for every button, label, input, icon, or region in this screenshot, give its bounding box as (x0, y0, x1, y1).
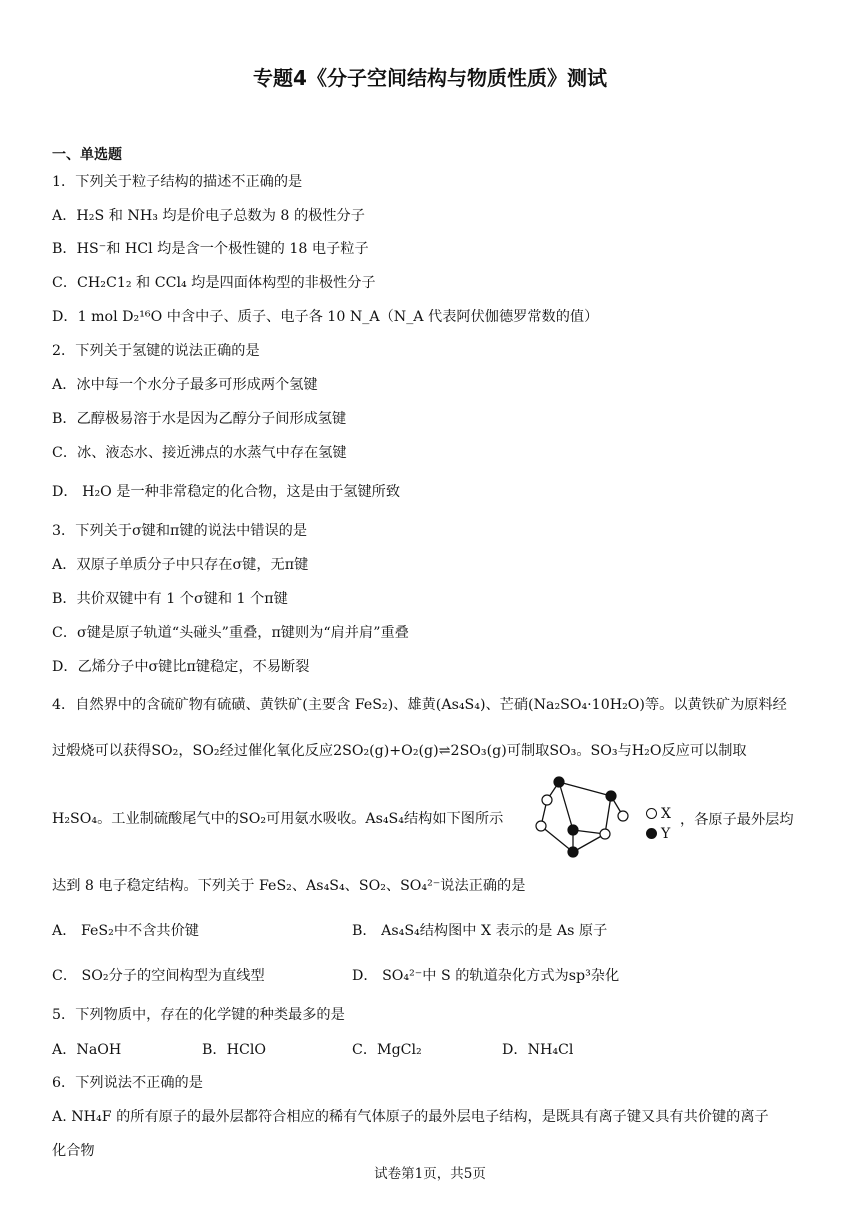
question-4-option-a: A． FeS₂中不含共价键 (52, 923, 199, 939)
question-4-stem-line-3: H₂SO₄。工业制硫酸尾气中的SO₂可用氨水吸收。As₄S₄结构如下图所示 (52, 811, 504, 827)
question-5-option-b: B．HClO (202, 1042, 267, 1058)
question-2-stem: 2．下列关于氢键的说法正确的是 (52, 343, 260, 359)
filled-circle-icon (646, 828, 657, 839)
question-4-stem-line-3-tail: ，各原子最外层均 (680, 812, 794, 828)
legend-item-y (646, 824, 671, 844)
question-4-stem-line-2: 过煅烧可以获得SO₂，SO₂经过催化氧化反应2SO₂(g)+O₂(g)⇌2SO₃(g)可制取SO₃。SO₃与H₂O反应可以制取 (52, 743, 747, 759)
question-4-option-d: D． SO₄²⁻中 S 的轨道杂化方式为sp³杂化 (352, 968, 620, 984)
open-circle-icon (646, 808, 657, 819)
question-4-option-c: C． SO₂分子的空间构型为直线型 (52, 968, 265, 984)
question-1-option-a: A．H₂S 和 NH₃ 均是价电子总数为 8 的极性分子 (52, 208, 365, 224)
question-2-option-a: A．冰中每一个水分子最多可形成两个氢键 (52, 377, 318, 393)
as4s4-atom-y (568, 825, 578, 835)
as4s4-atom-x (542, 795, 552, 805)
question-5-option-a: A．NaOH (52, 1042, 122, 1058)
question-5-option-d: D．NH₄Cl (502, 1042, 574, 1058)
question-3-option-c: C．σ键是原子轨道“头碰头”重叠，π键则为“肩并肩”重叠 (52, 625, 409, 641)
legend-label-y: Y (661, 826, 671, 842)
question-6-stem: 6．下列说法不正确的是 (52, 1075, 203, 1091)
question-3-stem: 3．下列关于σ键和π键的说法中错误的是 (52, 523, 308, 539)
section-heading: 一、单选题 (52, 147, 122, 163)
question-1-option-d: D．1 mol D₂¹⁶O 中含中子、质子、电子各 10 N_A（N_A 代表阿伏伽德罗常数的值） (52, 309, 599, 325)
question-2-option-d: D． H₂O 是一种非常稳定的化合物，这是由于氢键所致 (52, 484, 401, 500)
question-3-option-d: D．乙烯分子中σ键比π键稳定，不易断裂 (52, 659, 310, 675)
question-1-option-b: B．HS⁻和 HCl 均是含一个极性键的 18 电子粒子 (52, 241, 369, 257)
as4s4-atom-x (600, 829, 610, 839)
question-1-stem: 1．下列关于粒子结构的描述不正确的是 (52, 174, 303, 190)
question-6-option-a-line-1: A. NH₄F 的所有原子的最外层都符合相应的稀有气体原子的最外层电子结构，是既具有离子键又具有共价键的离子 (52, 1109, 769, 1125)
question-3-option-b: B．共价双键中有 1 个σ键和 1 个π键 (52, 591, 288, 607)
question-3-option-a: A．双原子单质分子中只存在σ键，无π键 (52, 557, 309, 573)
as4s4-atom-y (606, 791, 616, 801)
question-1-option-c: C．CH₂C1₂ 和 CCl₄ 均是四面体构型的非极性分子 (52, 275, 376, 291)
page-footer: 试卷第1页，共5页 (374, 1166, 486, 1182)
as4s4-atom-y (554, 777, 564, 787)
structure-legend (646, 804, 671, 844)
question-4-option-b: B． As₄S₄结构图中 X 表示的是 As 原子 (352, 923, 608, 939)
as4s4-atom-x (536, 821, 546, 831)
as4s4-structure-diagram (527, 776, 637, 862)
question-2-option-b: B．乙醇极易溶于水是因为乙醇分子间形成氢键 (52, 411, 347, 427)
question-4-stem-line-1: 4．自然界中的含硫矿物有硫磺、黄铁矿(主要含 FeS₂)、雄黄(As₄S₄)、芒硝(Na₂SO₄·10H₂O)等。以黄铁矿为原料经 (52, 697, 787, 713)
page-title: 专题4《分子空间结构与物质性质》测试 (253, 66, 607, 90)
question-6-option-a-line-2: 化合物 (52, 1143, 95, 1159)
legend-label-x: X (661, 806, 671, 822)
as4s4-atom-x (618, 811, 628, 821)
legend-item-x (646, 804, 671, 824)
question-5-option-c: C．MgCl₂ (352, 1042, 422, 1058)
question-2-option-c: C．冰、液态水、接近沸点的水蒸气中存在氢键 (52, 445, 347, 461)
question-4-stem-line-4: 达到 8 电子稳定结构。下列关于 FeS₂、As₄S₄、SO₂、SO₄²⁻说法正确的是 (52, 878, 526, 894)
question-5-stem: 5．下列物质中，存在的化学键的种类最多的是 (52, 1007, 345, 1023)
as4s4-atom-y (568, 847, 578, 857)
